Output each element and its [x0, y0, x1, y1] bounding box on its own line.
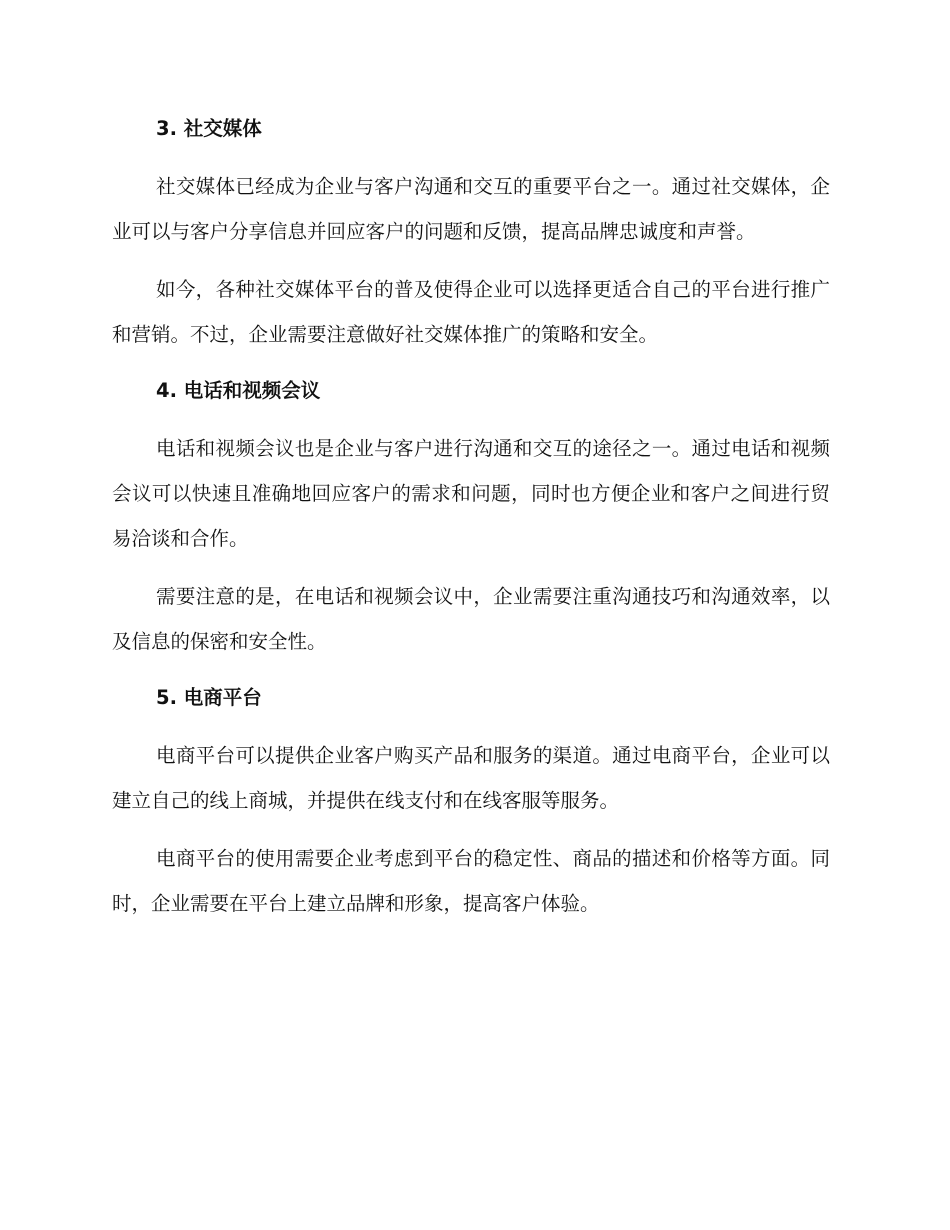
paragraph: 社交媒体已经成为企业与客户沟通和交互的重要平台之一。通过社交媒体，企业可以与客户分享信息并回应客户的问题和反馈，提高品牌忠诚度和声誉。	[112, 175, 830, 243]
section-heading-phone-video-conference: 4. 电话和视频会议	[156, 379, 321, 402]
section-heading-ecommerce-platform: 5. 电商平台	[156, 686, 262, 709]
paragraph: 电商平台的使用需要企业考虑到平台的稳定性、商品的描述和价格等方面。同时，企业需要在平台上建立品牌和形象，提高客户体验。	[112, 847, 830, 915]
paragraph: 需要注意的是，在电话和视频会议中，企业需要注重沟通技巧和沟通效率，以及信息的保密和安全性。	[112, 585, 830, 653]
paragraph: 电商平台可以提供企业客户购买产品和服务的渠道。通过电商平台，企业可以建立自己的线上商城，并提供在线支付和在线客服等服务。	[112, 744, 830, 812]
section-heading-social-media: 3. 社交媒体	[156, 117, 262, 140]
paragraph: 电话和视频会议也是企业与客户进行沟通和交互的途径之一。通过电话和视频会议可以快速且准确地回应客户的需求和问题，同时也方便企业和客户之间进行贸易洽谈和合作。	[112, 437, 830, 550]
paragraph: 如今，各种社交媒体平台的普及使得企业可以选择更适合自己的平台进行推广和营销。不过，企业需要注意做好社交媒体推广的策略和安全。	[112, 278, 830, 346]
document-page	[112, 112, 830, 926]
